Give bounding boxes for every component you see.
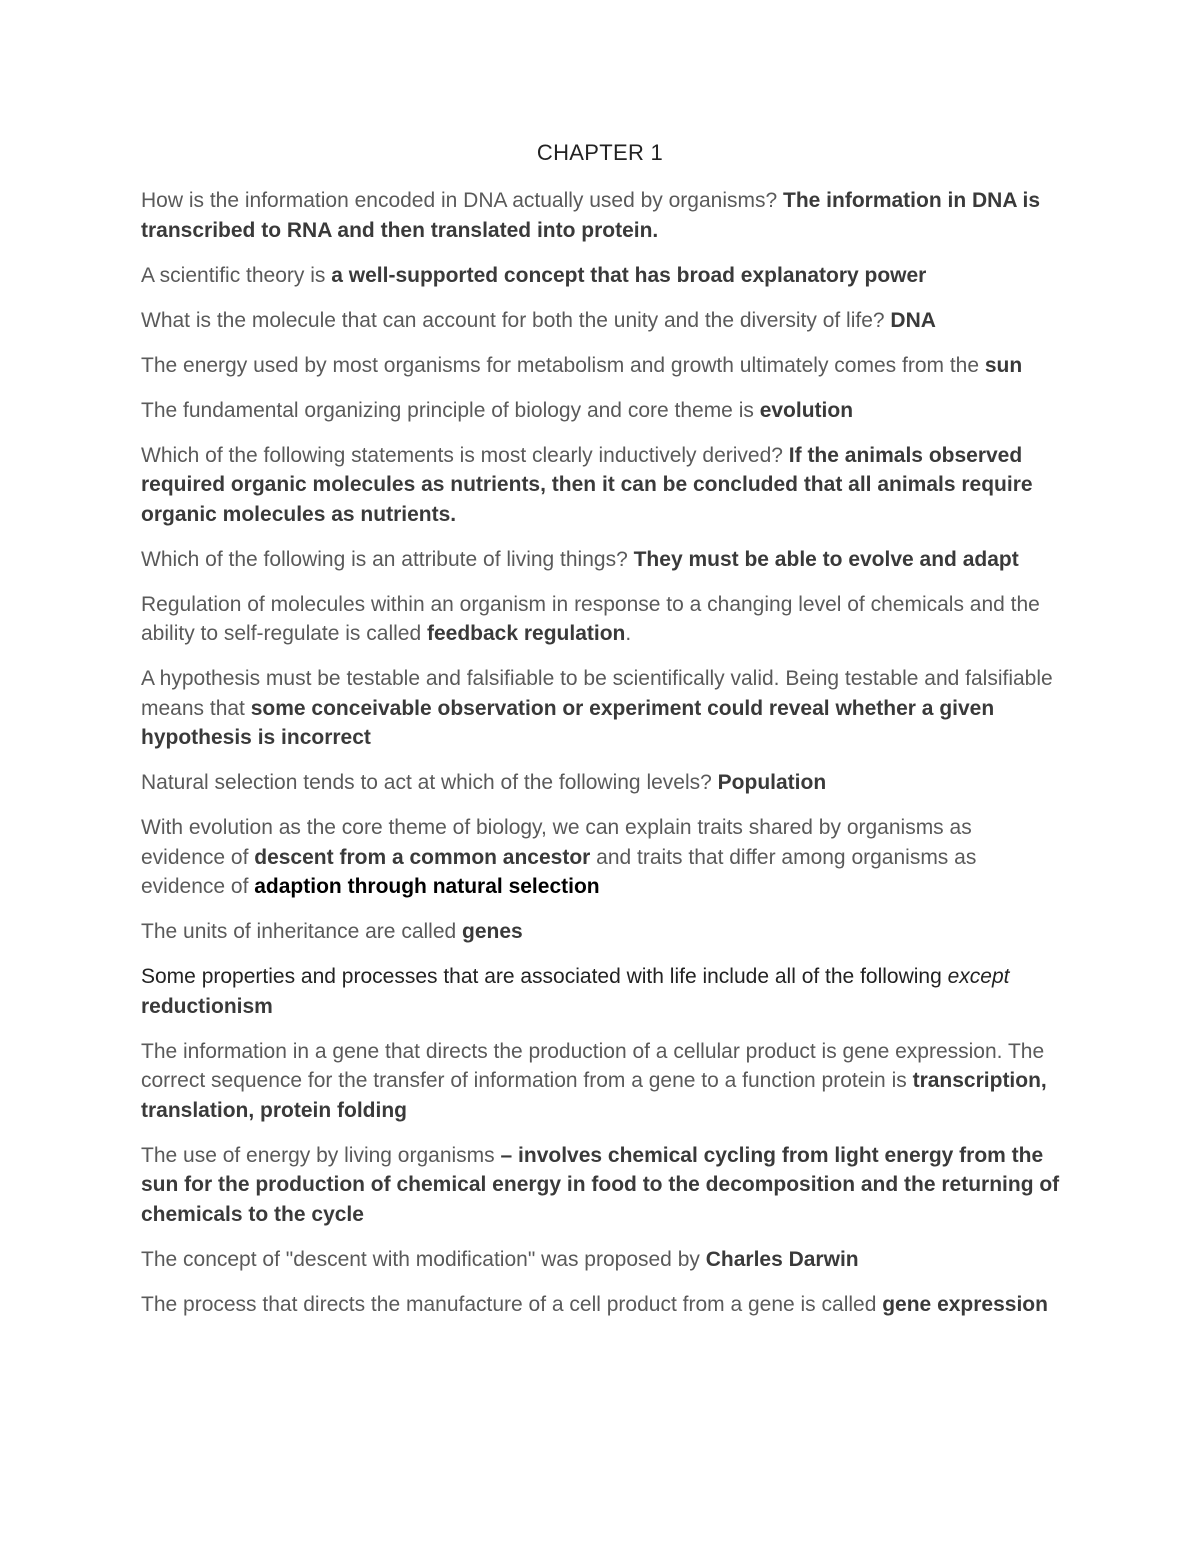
qa-item xyxy=(141,1037,1061,1126)
question-text: A scientific theory is xyxy=(141,263,332,287)
answer-text: sun xyxy=(984,353,1023,377)
qa-item xyxy=(141,261,1061,291)
qa-item xyxy=(141,396,1061,426)
qa-item xyxy=(141,962,1061,1021)
answer-text: The information in DNA is transcribed to RNA and then translated into protein. xyxy=(141,189,1041,242)
chapter-title: CHAPTER 1 xyxy=(536,140,664,165)
qa-item xyxy=(141,917,1061,947)
emphasis-text: except xyxy=(947,965,1010,988)
answer-text: reductionism xyxy=(141,994,273,1018)
answer-text: evolution xyxy=(759,398,854,422)
answer-text: some conceivable observation or experiment could reveal whether a given hypothesis is incorrect xyxy=(141,696,995,749)
question-text: The information in a gene that directs the production of a cellular product is gene expression. The correct sequence for the transfer of information from a gene to a function protein is xyxy=(141,1039,1045,1092)
question-text: Which of the following is an attribute of living things? xyxy=(141,547,634,571)
qa-item xyxy=(141,1245,1061,1275)
question-text: The process that directs the manufacture of a cell product from a gene is called xyxy=(141,1292,883,1316)
question-text: Some properties and processes that are associated with life include all of the following xyxy=(141,965,948,988)
question-text: A hypothesis must be testable and falsifiable to be scientifically valid. Being testable and falsifiable means that xyxy=(141,667,1053,720)
qa-item xyxy=(141,351,1061,381)
answer-text: feedback regulation xyxy=(426,622,626,645)
qa-item xyxy=(141,590,1061,649)
answer-text: genes xyxy=(462,920,523,943)
question-text: The concept of "descent with modification" was proposed by xyxy=(141,1247,706,1271)
question-text: How is the information encoded in DNA actually used by organisms? xyxy=(141,189,783,212)
answer-text: DNA xyxy=(890,308,936,332)
qa-item xyxy=(141,768,1061,798)
qa-item xyxy=(141,1141,1061,1230)
question-list xyxy=(141,186,1061,1335)
answer-text-second: adaption through natural selection xyxy=(254,875,600,898)
qa-item xyxy=(141,186,1061,245)
question-text: What is the molecule that can account for both the unity and the diversity of life? xyxy=(141,308,891,332)
answer-text: If the animals observed required organic molecules as nutrients, then it can be concluded that all animals require organic molecules as nutrients. xyxy=(141,443,1033,526)
question-text: The units of inheritance are called xyxy=(141,920,463,943)
qa-item xyxy=(141,813,1061,902)
answer-text: descent from a common ancestor xyxy=(254,845,591,869)
question-text: With evolution as the core theme of biology, we can explain traits shared by organisms as evidence of xyxy=(141,816,972,869)
answer-text: transcription, translation, protein folding xyxy=(141,1069,1047,1122)
qa-item xyxy=(141,545,1061,575)
answer-text: Charles Darwin xyxy=(705,1247,859,1271)
qa-item xyxy=(141,441,1061,530)
question-text: Which of the following statements is most clearly inductively derived? xyxy=(141,443,789,467)
answer-text: They must be able to evolve and adapt xyxy=(633,547,1019,571)
qa-item xyxy=(141,1290,1061,1320)
question-text: The energy used by most organisms for metabolism and growth ultimately comes from the xyxy=(141,353,985,377)
answer-text: – involves chemical cycling from light energy from the sun for the production of chemical energy in food to the decomposition and the returning of chemicals to the cycle xyxy=(141,1143,1060,1226)
answer-text: gene expression xyxy=(882,1292,1048,1316)
answer-tail: . xyxy=(625,622,632,645)
question-text-continued: and traits that differ among organisms as evidence of xyxy=(141,845,977,898)
answer-text: a well-supported concept that has broad explanatory power xyxy=(331,263,927,287)
qa-item xyxy=(141,664,1061,753)
question-text: The use of energy by living organisms xyxy=(141,1143,501,1167)
answer-text: Population xyxy=(717,771,827,794)
question-text: Natural selection tends to act at which of the following levels? xyxy=(141,771,718,794)
qa-item xyxy=(141,306,1061,336)
question-text: Regulation of molecules within an organism in response to a changing level of chemicals and the ability to self-regulate is called xyxy=(141,592,1040,645)
question-text: The fundamental organizing principle of biology and core theme is xyxy=(141,398,760,422)
